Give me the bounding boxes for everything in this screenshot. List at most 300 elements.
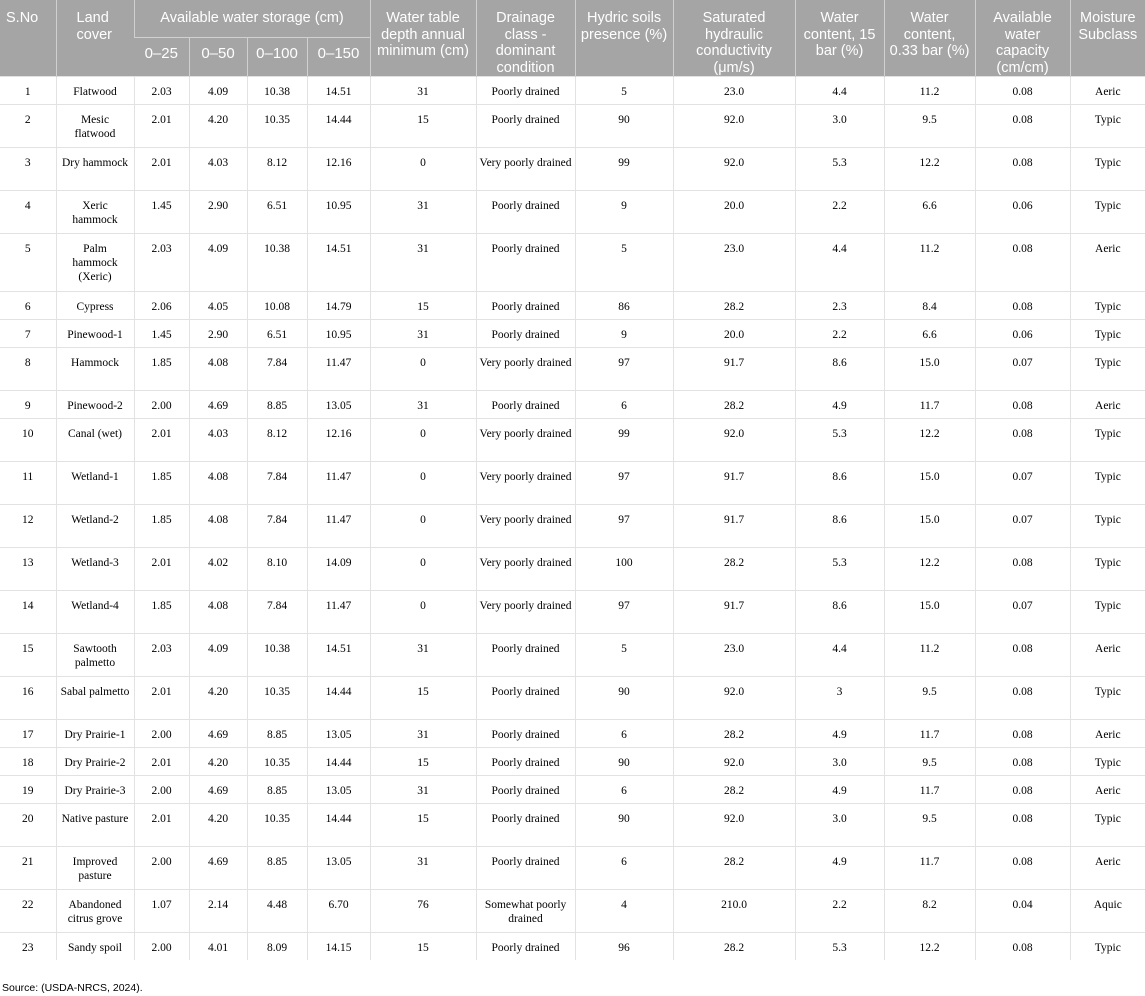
cell-drainage-class: Poorly drained [476, 234, 575, 292]
header-available-water-capacity: Available water capacity (cm/cm) [975, 0, 1070, 77]
cell-water-table-depth: 0 [370, 148, 476, 191]
cell-moisture-subclass: Typic [1070, 320, 1145, 348]
cell-sno: 4 [0, 191, 56, 234]
cell-hydric-soils: 4 [575, 890, 673, 933]
table-row [0, 462, 1145, 505]
cell-aws-0-50: 2.90 [189, 320, 247, 348]
cell-aws-0-150: 13.05 [307, 847, 370, 890]
cell-moisture-subclass: Aeric [1070, 634, 1145, 677]
cell-aws-0-25: 2.03 [134, 234, 189, 292]
cell-hydraulic-conductivity: 28.2 [673, 847, 795, 890]
cell-available-water-capacity: 0.08 [975, 234, 1070, 292]
cell-aws-0-100: 8.09 [247, 933, 307, 961]
cell-hydric-soils: 99 [575, 419, 673, 462]
table-row [0, 677, 1145, 720]
cell-aws-0-100: 7.84 [247, 591, 307, 634]
cell-available-water-capacity: 0.08 [975, 419, 1070, 462]
cell-moisture-subclass: Aeric [1070, 391, 1145, 419]
cell-water-table-depth: 15 [370, 292, 476, 320]
cell-moisture-subclass: Typic [1070, 462, 1145, 505]
cell-moisture-subclass: Typic [1070, 505, 1145, 548]
cell-drainage-class: Poorly drained [476, 292, 575, 320]
cell-water-content-15bar: 2.2 [795, 890, 884, 933]
cell-aws-0-100: 7.84 [247, 462, 307, 505]
cell-sno: 7 [0, 320, 56, 348]
cell-aws-0-50: 4.08 [189, 505, 247, 548]
cell-water-content-033bar: 15.0 [884, 348, 975, 391]
cell-aws-0-150: 14.44 [307, 748, 370, 776]
source-note: Source: (USDA-NRCS, 2024). [2, 982, 143, 994]
header-aws-0-50: 0–50 [189, 37, 247, 76]
cell-land-cover: Sandy spoil [56, 933, 134, 961]
cell-hydraulic-conductivity: 20.0 [673, 320, 795, 348]
cell-aws-0-150: 11.47 [307, 348, 370, 391]
cell-water-content-15bar: 8.6 [795, 462, 884, 505]
cell-aws-0-100: 10.38 [247, 634, 307, 677]
cell-water-content-033bar: 15.0 [884, 505, 975, 548]
cell-aws-0-50: 4.09 [189, 634, 247, 677]
cell-aws-0-25: 2.00 [134, 847, 189, 890]
cell-aws-0-100: 4.48 [247, 890, 307, 933]
cell-aws-0-150: 14.44 [307, 105, 370, 148]
cell-aws-0-150: 14.51 [307, 634, 370, 677]
cell-aws-0-50: 4.01 [189, 933, 247, 961]
cell-hydric-soils: 100 [575, 548, 673, 591]
cell-drainage-class: Somewhat poorly drained [476, 890, 575, 933]
cell-water-content-033bar: 8.4 [884, 292, 975, 320]
header-land-cover: Land cover [56, 0, 134, 77]
cell-aws-0-25: 2.00 [134, 720, 189, 748]
table-row [0, 505, 1145, 548]
cell-water-content-033bar: 12.2 [884, 148, 975, 191]
cell-aws-0-25: 2.00 [134, 776, 189, 804]
cell-hydric-soils: 6 [575, 776, 673, 804]
cell-moisture-subclass: Aeric [1070, 847, 1145, 890]
cell-hydric-soils: 6 [575, 720, 673, 748]
cell-hydraulic-conductivity: 23.0 [673, 234, 795, 292]
cell-drainage-class: Poorly drained [476, 191, 575, 234]
cell-land-cover: Palm hammock (Xeric) [56, 234, 134, 292]
cell-aws-0-25: 1.85 [134, 462, 189, 505]
cell-aws-0-150: 14.15 [307, 933, 370, 961]
cell-aws-0-100: 8.12 [247, 419, 307, 462]
cell-land-cover: Dry Prairie-1 [56, 720, 134, 748]
cell-hydric-soils: 90 [575, 748, 673, 776]
cell-aws-0-50: 2.90 [189, 191, 247, 234]
cell-hydric-soils: 97 [575, 505, 673, 548]
table-row [0, 391, 1145, 419]
cell-land-cover: Mesic flatwood [56, 105, 134, 148]
cell-hydraulic-conductivity: 92.0 [673, 105, 795, 148]
cell-moisture-subclass: Typic [1070, 105, 1145, 148]
cell-water-content-15bar: 3 [795, 677, 884, 720]
cell-water-content-033bar: 9.5 [884, 677, 975, 720]
cell-drainage-class: Poorly drained [476, 105, 575, 148]
cell-hydric-soils: 97 [575, 348, 673, 391]
cell-water-content-15bar: 3.0 [795, 748, 884, 776]
cell-hydraulic-conductivity: 92.0 [673, 748, 795, 776]
cell-available-water-capacity: 0.08 [975, 77, 1070, 105]
header-water-table-depth: Water table depth annual minimum (cm) [370, 0, 476, 77]
cell-aws-0-25: 1.45 [134, 191, 189, 234]
cell-aws-0-25: 2.01 [134, 148, 189, 191]
table-row [0, 634, 1145, 677]
cell-aws-0-25: 2.01 [134, 105, 189, 148]
cell-water-content-15bar: 4.9 [795, 391, 884, 419]
cell-available-water-capacity: 0.08 [975, 148, 1070, 191]
cell-hydric-soils: 90 [575, 677, 673, 720]
header-sno: S.No [0, 0, 56, 77]
cell-drainage-class: Poorly drained [476, 677, 575, 720]
cell-hydraulic-conductivity: 91.7 [673, 591, 795, 634]
cell-aws-0-100: 10.08 [247, 292, 307, 320]
cell-available-water-capacity: 0.08 [975, 634, 1070, 677]
cell-land-cover: Wetland-1 [56, 462, 134, 505]
cell-hydric-soils: 5 [575, 234, 673, 292]
cell-drainage-class: Poorly drained [476, 720, 575, 748]
cell-water-table-depth: 0 [370, 462, 476, 505]
cell-aws-0-25: 1.85 [134, 591, 189, 634]
cell-hydric-soils: 90 [575, 804, 673, 847]
cell-hydraulic-conductivity: 92.0 [673, 804, 795, 847]
cell-aws-0-150: 10.95 [307, 320, 370, 348]
cell-drainage-class: Poorly drained [476, 77, 575, 105]
header-water-content-033bar: Water content, 0.33 bar (%) [884, 0, 975, 77]
cell-drainage-class: Very poorly drained [476, 419, 575, 462]
cell-hydric-soils: 6 [575, 847, 673, 890]
cell-moisture-subclass: Aquic [1070, 890, 1145, 933]
cell-land-cover: Wetland-2 [56, 505, 134, 548]
cell-water-table-depth: 0 [370, 419, 476, 462]
cell-water-table-depth: 31 [370, 847, 476, 890]
cell-sno: 11 [0, 462, 56, 505]
cell-water-table-depth: 31 [370, 391, 476, 419]
cell-water-table-depth: 0 [370, 348, 476, 391]
cell-water-table-depth: 15 [370, 933, 476, 961]
cell-land-cover: Wetland-3 [56, 548, 134, 591]
cell-aws-0-100: 10.35 [247, 677, 307, 720]
cell-available-water-capacity: 0.08 [975, 748, 1070, 776]
cell-sno: 9 [0, 391, 56, 419]
cell-water-content-033bar: 6.6 [884, 191, 975, 234]
cell-land-cover: Native pasture [56, 804, 134, 847]
cell-available-water-capacity: 0.06 [975, 320, 1070, 348]
cell-land-cover: Flatwood [56, 77, 134, 105]
cell-aws-0-150: 14.44 [307, 677, 370, 720]
table-row [0, 292, 1145, 320]
cell-aws-0-100: 6.51 [247, 320, 307, 348]
cell-land-cover: Xeric hammock [56, 191, 134, 234]
cell-aws-0-150: 14.09 [307, 548, 370, 591]
cell-aws-0-150: 14.79 [307, 292, 370, 320]
cell-hydric-soils: 97 [575, 591, 673, 634]
cell-aws-0-50: 4.08 [189, 348, 247, 391]
cell-water-table-depth: 31 [370, 720, 476, 748]
cell-water-content-033bar: 6.6 [884, 320, 975, 348]
cell-sno: 21 [0, 847, 56, 890]
cell-aws-0-50: 4.69 [189, 776, 247, 804]
cell-water-table-depth: 31 [370, 234, 476, 292]
cell-water-content-15bar: 3.0 [795, 105, 884, 148]
cell-water-content-15bar: 2.2 [795, 320, 884, 348]
cell-hydraulic-conductivity: 28.2 [673, 776, 795, 804]
cell-aws-0-150: 12.16 [307, 419, 370, 462]
cell-water-table-depth: 15 [370, 804, 476, 847]
cell-water-content-033bar: 8.2 [884, 890, 975, 933]
cell-water-content-15bar: 3.0 [795, 804, 884, 847]
cell-water-content-15bar: 4.4 [795, 634, 884, 677]
cell-hydraulic-conductivity: 20.0 [673, 191, 795, 234]
cell-sno: 8 [0, 348, 56, 391]
cell-hydraulic-conductivity: 91.7 [673, 505, 795, 548]
cell-water-content-033bar: 11.7 [884, 720, 975, 748]
cell-sno: 19 [0, 776, 56, 804]
cell-water-table-depth: 0 [370, 505, 476, 548]
cell-hydraulic-conductivity: 210.0 [673, 890, 795, 933]
header-drainage-class: Drainage class - dominant condition [476, 0, 575, 77]
cell-water-table-depth: 76 [370, 890, 476, 933]
cell-water-content-15bar: 8.6 [795, 348, 884, 391]
cell-available-water-capacity: 0.08 [975, 391, 1070, 419]
cell-water-content-15bar: 4.4 [795, 77, 884, 105]
cell-hydric-soils: 97 [575, 462, 673, 505]
cell-drainage-class: Poorly drained [476, 776, 575, 804]
cell-water-content-15bar: 8.6 [795, 591, 884, 634]
cell-land-cover: Cypress [56, 292, 134, 320]
cell-water-content-033bar: 11.7 [884, 391, 975, 419]
cell-available-water-capacity: 0.08 [975, 105, 1070, 148]
cell-water-content-15bar: 5.3 [795, 548, 884, 591]
cell-aws-0-150: 11.47 [307, 505, 370, 548]
table-row [0, 591, 1145, 634]
cell-water-table-depth: 0 [370, 591, 476, 634]
cell-moisture-subclass: Aeric [1070, 77, 1145, 105]
cell-land-cover: Wetland-4 [56, 591, 134, 634]
header-hydraulic-conductivity: Saturated hydraulic conductivity (μm/s) [673, 0, 795, 77]
cell-water-content-033bar: 15.0 [884, 591, 975, 634]
cell-aws-0-25: 2.03 [134, 77, 189, 105]
cell-moisture-subclass: Typic [1070, 748, 1145, 776]
cell-water-content-033bar: 12.2 [884, 419, 975, 462]
cell-aws-0-50: 4.02 [189, 548, 247, 591]
cell-drainage-class: Very poorly drained [476, 548, 575, 591]
header-aws-0-100: 0–100 [247, 37, 307, 76]
header-water-content-15bar: Water content, 15 bar (%) [795, 0, 884, 77]
cell-water-table-depth: 31 [370, 77, 476, 105]
cell-moisture-subclass: Typic [1070, 933, 1145, 961]
cell-aws-0-100: 10.35 [247, 105, 307, 148]
cell-water-table-depth: 0 [370, 548, 476, 591]
cell-land-cover: Hammock [56, 348, 134, 391]
cell-water-content-033bar: 11.7 [884, 847, 975, 890]
cell-aws-0-50: 4.20 [189, 677, 247, 720]
cell-moisture-subclass: Typic [1070, 348, 1145, 391]
table-row [0, 804, 1145, 847]
cell-water-content-033bar: 15.0 [884, 462, 975, 505]
cell-land-cover: Dry Prairie-2 [56, 748, 134, 776]
cell-hydric-soils: 6 [575, 391, 673, 419]
cell-aws-0-100: 10.35 [247, 748, 307, 776]
cell-land-cover: Canal (wet) [56, 419, 134, 462]
cell-moisture-subclass: Aeric [1070, 720, 1145, 748]
cell-hydraulic-conductivity: 28.2 [673, 292, 795, 320]
table-row [0, 77, 1145, 105]
cell-aws-0-150: 14.51 [307, 77, 370, 105]
cell-water-content-033bar: 11.2 [884, 77, 975, 105]
cell-sno: 10 [0, 419, 56, 462]
cell-water-content-15bar: 5.3 [795, 148, 884, 191]
cell-aws-0-25: 2.01 [134, 804, 189, 847]
cell-hydraulic-conductivity: 23.0 [673, 77, 795, 105]
cell-hydraulic-conductivity: 92.0 [673, 148, 795, 191]
table-row [0, 320, 1145, 348]
header-aws-0-25: 0–25 [134, 37, 189, 76]
cell-water-content-033bar: 11.7 [884, 776, 975, 804]
cell-sno: 12 [0, 505, 56, 548]
cell-aws-0-50: 4.03 [189, 419, 247, 462]
cell-aws-0-50: 4.20 [189, 804, 247, 847]
table-row [0, 419, 1145, 462]
cell-hydraulic-conductivity: 28.2 [673, 391, 795, 419]
cell-hydric-soils: 9 [575, 191, 673, 234]
header-hydric-soils: Hydric soils presence (%) [575, 0, 673, 77]
cell-aws-0-25: 2.00 [134, 933, 189, 961]
cell-aws-0-100: 10.38 [247, 234, 307, 292]
cell-drainage-class: Very poorly drained [476, 348, 575, 391]
cell-aws-0-150: 13.05 [307, 391, 370, 419]
cell-aws-0-100: 8.85 [247, 776, 307, 804]
cell-aws-0-25: 2.00 [134, 391, 189, 419]
cell-sno: 1 [0, 77, 56, 105]
cell-water-content-15bar: 5.3 [795, 933, 884, 961]
cell-moisture-subclass: Typic [1070, 677, 1145, 720]
cell-sno: 3 [0, 148, 56, 191]
cell-moisture-subclass: Typic [1070, 292, 1145, 320]
cell-water-content-15bar: 8.6 [795, 505, 884, 548]
cell-hydric-soils: 90 [575, 105, 673, 148]
cell-land-cover: Sawtooth palmetto [56, 634, 134, 677]
cell-aws-0-25: 1.85 [134, 505, 189, 548]
cell-aws-0-50: 4.20 [189, 105, 247, 148]
cell-sno: 14 [0, 591, 56, 634]
cell-water-content-15bar: 4.9 [795, 847, 884, 890]
cell-water-content-15bar: 4.9 [795, 776, 884, 804]
cell-aws-0-50: 4.69 [189, 391, 247, 419]
cell-hydraulic-conductivity: 28.2 [673, 933, 795, 961]
cell-hydraulic-conductivity: 91.7 [673, 462, 795, 505]
cell-drainage-class: Poorly drained [476, 748, 575, 776]
cell-available-water-capacity: 0.08 [975, 548, 1070, 591]
table-row [0, 890, 1145, 933]
cell-aws-0-150: 10.95 [307, 191, 370, 234]
cell-drainage-class: Very poorly drained [476, 462, 575, 505]
cell-aws-0-50: 4.20 [189, 748, 247, 776]
cell-available-water-capacity: 0.08 [975, 847, 1070, 890]
cell-aws-0-150: 13.05 [307, 776, 370, 804]
cell-drainage-class: Poorly drained [476, 320, 575, 348]
cell-sno: 18 [0, 748, 56, 776]
cell-aws-0-100: 7.84 [247, 348, 307, 391]
cell-aws-0-100: 6.51 [247, 191, 307, 234]
cell-water-content-15bar: 5.3 [795, 419, 884, 462]
cell-hydraulic-conductivity: 28.2 [673, 548, 795, 591]
table-header [0, 0, 1145, 77]
table-row [0, 748, 1145, 776]
cell-sno: 5 [0, 234, 56, 292]
cell-aws-0-50: 4.08 [189, 591, 247, 634]
cell-hydric-soils: 9 [575, 320, 673, 348]
cell-land-cover: Dry hammock [56, 148, 134, 191]
cell-available-water-capacity: 0.07 [975, 591, 1070, 634]
cell-water-content-033bar: 12.2 [884, 933, 975, 961]
cell-sno: 17 [0, 720, 56, 748]
table-row [0, 847, 1145, 890]
cell-aws-0-100: 8.85 [247, 847, 307, 890]
cell-hydric-soils: 86 [575, 292, 673, 320]
cell-aws-0-150: 13.05 [307, 720, 370, 748]
cell-drainage-class: Very poorly drained [476, 591, 575, 634]
cell-sno: 23 [0, 933, 56, 961]
cell-drainage-class: Poorly drained [476, 804, 575, 847]
cell-water-table-depth: 15 [370, 677, 476, 720]
cell-moisture-subclass: Typic [1070, 804, 1145, 847]
cell-hydraulic-conductivity: 23.0 [673, 634, 795, 677]
cell-drainage-class: Poorly drained [476, 391, 575, 419]
cell-sno: 22 [0, 890, 56, 933]
cell-moisture-subclass: Typic [1070, 191, 1145, 234]
cell-hydric-soils: 99 [575, 148, 673, 191]
cell-available-water-capacity: 0.08 [975, 292, 1070, 320]
cell-land-cover: Abandoned citrus grove [56, 890, 134, 933]
cell-water-content-033bar: 11.2 [884, 234, 975, 292]
cell-aws-0-25: 2.01 [134, 419, 189, 462]
cell-aws-0-25: 1.07 [134, 890, 189, 933]
cell-aws-0-100: 8.85 [247, 391, 307, 419]
cell-water-table-depth: 31 [370, 776, 476, 804]
cell-moisture-subclass: Typic [1070, 591, 1145, 634]
cell-available-water-capacity: 0.08 [975, 776, 1070, 804]
cell-water-content-033bar: 12.2 [884, 548, 975, 591]
cell-land-cover: Improved pasture [56, 847, 134, 890]
cell-hydraulic-conductivity: 92.0 [673, 677, 795, 720]
cell-sno: 16 [0, 677, 56, 720]
cell-available-water-capacity: 0.08 [975, 933, 1070, 961]
cell-aws-0-50: 4.09 [189, 77, 247, 105]
table-row [0, 933, 1145, 961]
header-available-water-storage: Available water storage (cm) [134, 0, 370, 37]
cell-water-content-15bar: 4.4 [795, 234, 884, 292]
cell-aws-0-50: 4.05 [189, 292, 247, 320]
cell-water-table-depth: 15 [370, 748, 476, 776]
cell-hydric-soils: 96 [575, 933, 673, 961]
cell-available-water-capacity: 0.04 [975, 890, 1070, 933]
cell-aws-0-150: 11.47 [307, 462, 370, 505]
cell-aws-0-25: 1.85 [134, 348, 189, 391]
cell-hydraulic-conductivity: 28.2 [673, 720, 795, 748]
cell-water-content-15bar: 4.9 [795, 720, 884, 748]
table-row [0, 776, 1145, 804]
cell-aws-0-150: 12.16 [307, 148, 370, 191]
cell-land-cover: Dry Prairie-3 [56, 776, 134, 804]
cell-water-table-depth: 31 [370, 320, 476, 348]
cell-sno: 20 [0, 804, 56, 847]
cell-moisture-subclass: Typic [1070, 148, 1145, 191]
cell-moisture-subclass: Aeric [1070, 234, 1145, 292]
header-aws-0-150: 0–150 [307, 37, 370, 76]
cell-aws-0-50: 4.09 [189, 234, 247, 292]
cell-water-table-depth: 31 [370, 634, 476, 677]
cell-available-water-capacity: 0.07 [975, 462, 1070, 505]
